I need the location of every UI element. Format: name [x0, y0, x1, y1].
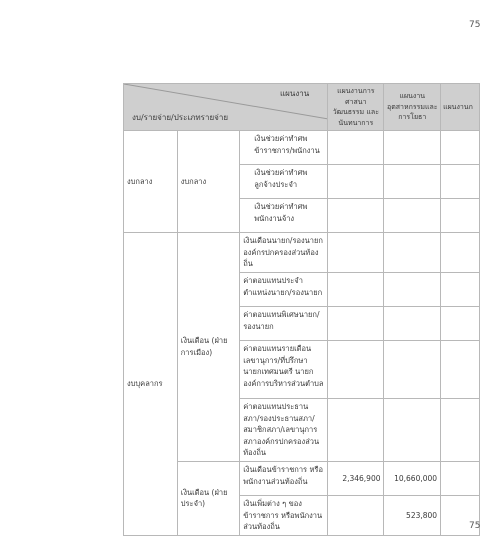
- value-cell: [441, 272, 480, 306]
- value-cell: [328, 340, 384, 398]
- value-cell: [441, 233, 480, 273]
- value-cell: [441, 398, 480, 461]
- value-cell: [328, 233, 384, 273]
- item-label: เงินเพิ่มต่าง ๆ ของข้าราชการ หรือพนักงานส่วนท้องถิ่น: [240, 496, 328, 536]
- table-row: [124, 462, 480, 496]
- value-cell: [441, 199, 480, 233]
- value-cell: 2,346,900: [328, 462, 384, 496]
- value-cell: [328, 199, 384, 233]
- value-cell: [384, 306, 441, 340]
- value-cell: [384, 199, 441, 233]
- value-cell: [384, 131, 441, 165]
- page-number-bottom: 75: [469, 521, 480, 531]
- item-label: เงินเดือนนายก/รองนายกองค์กรปกครองส่วนท้องถิ่น: [240, 233, 328, 273]
- header-row: [124, 84, 480, 131]
- table-row: [124, 131, 480, 165]
- item-label: เงินช่วยค่าทำศพลูกจ้างประจำ: [240, 165, 328, 199]
- value-cell: [384, 398, 441, 461]
- subgroup-label-salary-staff: เงินเดือน (ฝ่ายประจำ): [177, 462, 239, 536]
- subgroup-label-salary-political: เงินเดือน (ฝ่ายการเมือง): [177, 233, 239, 462]
- header-plan-label: แผนงาน: [280, 89, 310, 98]
- table-row: [124, 233, 480, 273]
- group-label-central: งบกลาง: [124, 131, 178, 233]
- item-label: เงินช่วยค่าทำศพข้าราชการ/พนักงาน: [240, 131, 328, 165]
- plan-column-header: แผนงานอุตสาหกรรมและการโยธา: [384, 84, 441, 131]
- item-label: ค่าตอบแทนรายเดือนเลขานุการ/ที่ปรึกษานายกเทศมนตรี นายกองค์การบริหารส่วนตำบล: [240, 340, 328, 398]
- plan-column-header: แผนงานก: [441, 84, 480, 131]
- plan-column-header: แผนงานการศาสนา วัฒนธรรม และนันทนาการ: [328, 84, 384, 131]
- value-cell: [328, 131, 384, 165]
- value-cell: 523,800: [384, 496, 441, 536]
- item-label: เงินช่วยค่าทำศพพนักงานจ้าง: [240, 199, 328, 233]
- subgroup-label-central: งบกลาง: [177, 131, 239, 233]
- item-label: ค่าตอบแทนประธานสภา/รองประธานสภา/สมาชิกสภา/เลขานุการสภาองค์กรปกครองส่วนท้องถิ่น: [240, 398, 328, 461]
- value-cell: [384, 340, 441, 398]
- value-cell: [384, 272, 441, 306]
- value-cell: [441, 462, 480, 496]
- header-diagonal-cell: [124, 84, 328, 131]
- value-cell: [441, 165, 480, 199]
- item-label: ค่าตอบแทนพิเศษนายก/รองนายก: [240, 306, 328, 340]
- value-cell: [441, 340, 480, 398]
- group-label-personnel: งบบุคลากร: [124, 233, 178, 536]
- value-cell: 10,660,000: [384, 462, 441, 496]
- value-cell: [328, 306, 384, 340]
- budget-table: [123, 83, 480, 536]
- value-cell: [328, 398, 384, 461]
- value-cell: [328, 165, 384, 199]
- value-cell: [328, 496, 384, 536]
- header-category-label: งบ/รายจ่าย/ประเภทรายจ่าย: [132, 112, 229, 122]
- value-cell: [328, 272, 384, 306]
- value-cell: [384, 233, 441, 273]
- item-label: เงินเดือนข้าราชการ หรือพนักงานส่วนท้องถิ่น: [240, 462, 328, 496]
- item-label: ค่าตอบแทนประจำตำแหน่งนายก/รองนายก: [240, 272, 328, 306]
- value-cell: [441, 131, 480, 165]
- page-number-top: 75: [469, 20, 480, 30]
- value-cell: [384, 165, 441, 199]
- value-cell: [441, 306, 480, 340]
